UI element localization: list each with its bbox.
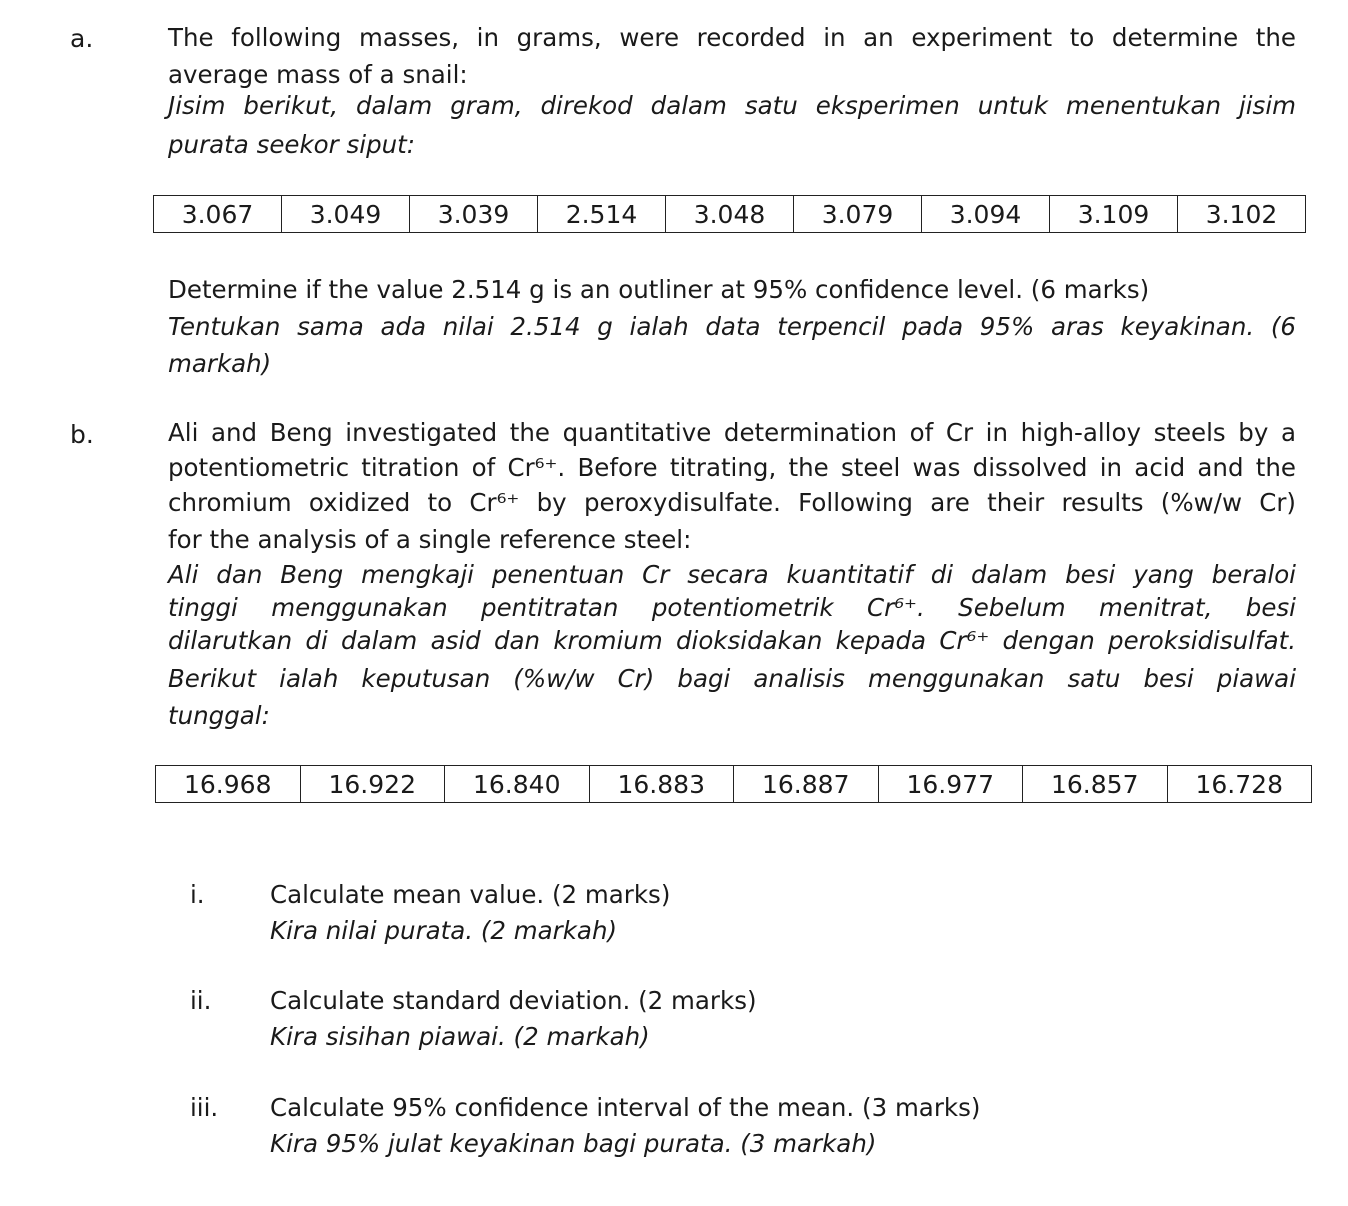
subquestion-english: Calculate mean value. (2 marks) (270, 880, 671, 909)
subquestion-english: Calculate standard deviation. (2 marks) (270, 986, 757, 1015)
subquestion-english: Calculate 95% confidence interval of the mean. (3 marks) (270, 1093, 981, 1122)
table-cell: 3.094 (922, 196, 1050, 233)
text-line: tunggal: (168, 701, 270, 730)
text-line: potentiometric titration of Cr⁶⁺. Before titrating, the steel was dissolved in acid and the (168, 453, 1296, 482)
text-line: chromium oxidized to Cr⁶⁺ by peroxydisulfate. Following are their results (%w/w Cr) (168, 488, 1296, 517)
table-cell: 3.048 (666, 196, 794, 233)
table-cell: 3.109 (1050, 196, 1178, 233)
chromium-results-table (155, 765, 1312, 803)
question-line: Determine if the value 2.514 g is an outliner at 95% confidence level. (6 marks) (168, 275, 1150, 304)
subquestion-malay: Kira sisihan piawai. (2 markah) (270, 1022, 650, 1051)
text-line: Ali and Beng investigated the quantitative determination of Cr in high-alloy steels by a (168, 418, 1296, 447)
table-cell: 3.039 (410, 196, 538, 233)
subquestion-number: ii. (190, 986, 212, 1015)
part-b-label: b. (70, 420, 94, 449)
subquestion-malay: Kira 95% julat keyakinan bagi purata. (3 markah) (270, 1129, 877, 1158)
table-cell: 16.922 (300, 766, 445, 803)
text-line: tinggi menggunakan pentitratan potentiometrik Cr⁶⁺. Sebelum menitrat, besi (168, 593, 1296, 622)
text-line: for the analysis of a single reference steel: (168, 525, 692, 554)
subquestion-malay: Kira nilai purata. (2 markah) (270, 916, 618, 945)
text-line: average mass of a snail: (168, 60, 468, 89)
part-a-label: a. (70, 24, 94, 53)
table-cell: 3.102 (1178, 196, 1306, 233)
table-cell: 3.067 (154, 196, 282, 233)
table-cell: 16.857 (1023, 766, 1168, 803)
subquestion-number: i. (190, 880, 205, 909)
table-cell: 16.883 (589, 766, 734, 803)
text-line: Jisim berikut, dalam gram, direkod dalam satu eksperimen untuk menentukan jisim (168, 91, 1296, 120)
table-cell: 16.887 (734, 766, 879, 803)
table-cell: 16.968 (156, 766, 301, 803)
text-line: purata seekor siput: (168, 130, 416, 159)
table-cell: 16.840 (445, 766, 590, 803)
text-line: dilarutkan di dalam asid dan kromium dioksidakan kepada Cr⁶⁺ dengan peroksidisulfat. (168, 626, 1296, 655)
table-cell: 16.728 (1167, 766, 1312, 803)
text-line: Ali dan Beng mengkaji penentuan Cr secara kuantitatif di dalam besi yang beraloi (168, 560, 1296, 589)
table-cell: 16.977 (878, 766, 1023, 803)
text-line: The following masses, in grams, were recorded in an experiment to determine the (168, 23, 1296, 52)
question-line: Tentukan sama ada nilai 2.514 g ialah data terpencil pada 95% aras keyakinan. (6 (168, 312, 1296, 341)
snail-mass-table (153, 195, 1306, 233)
table-cell: 3.049 (282, 196, 410, 233)
subquestion-number: iii. (190, 1093, 219, 1122)
question-line: markah) (168, 349, 272, 378)
text-line: Berikut ialah keputusan (%w/w Cr) bagi analisis menggunakan satu besi piawai (168, 664, 1296, 693)
table-cell: 2.514 (538, 196, 666, 233)
table-cell: 3.079 (794, 196, 922, 233)
